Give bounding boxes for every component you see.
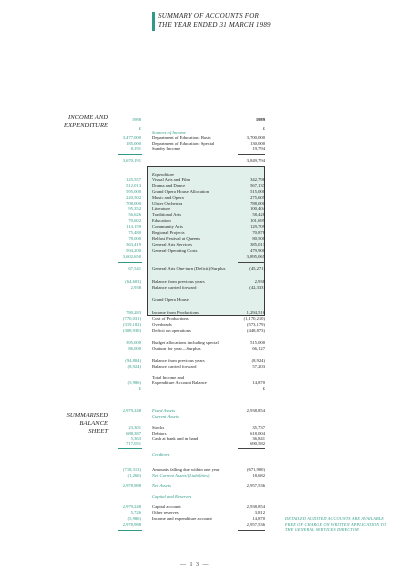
current-year-value: 788,000	[250, 201, 265, 206]
row-label: General Arts Services	[152, 242, 193, 247]
current-year-value: 2,938,854	[246, 504, 265, 509]
rule-current-assets-total-prior	[118, 448, 142, 449]
current-year-value: 36,841	[252, 436, 265, 441]
section-balance-line-2: BALANCE SHEET	[79, 420, 108, 435]
current-year-value: 2,957,536	[246, 522, 265, 527]
prior-year-value: (5,986)	[127, 380, 141, 385]
rule-reserves-total-prior	[118, 530, 142, 531]
row-label: Net Current Assets/(Liabilities)	[152, 473, 210, 478]
prior-year-value: £	[138, 386, 141, 391]
row-label: Balance from previous years	[152, 279, 205, 284]
prior-year-value: (770,031)	[123, 316, 141, 321]
row-label: Community Arts	[152, 224, 183, 229]
rule-income-total-prior	[118, 154, 142, 155]
section-balance-sheet	[60, 412, 108, 436]
row-label: Visual Arts and Film	[152, 177, 191, 182]
row-label: Education	[152, 218, 171, 223]
row-label: Capital account	[152, 504, 181, 509]
prior-year-value: 363,419	[126, 242, 141, 247]
row-label: Amounts falling due within one year	[152, 467, 220, 472]
row-label: General Operating Costs	[152, 248, 198, 253]
row-label: Music and Opera	[152, 195, 184, 200]
current-year-value: £	[262, 386, 265, 391]
row-label: Debtors	[152, 431, 167, 436]
prior-year-value: 185,000	[126, 141, 141, 146]
prior-year-value: 595,000	[126, 189, 141, 194]
rule-income-total-current	[238, 154, 265, 155]
current-year-value: 2,938,854	[246, 408, 265, 413]
prior-year-value: 78,000	[128, 236, 141, 241]
prior-year-value: (718,313)	[123, 467, 141, 472]
page-title	[158, 12, 271, 29]
current-year-value: (42,333)	[249, 285, 265, 290]
row-label: Regional Projects	[152, 230, 185, 235]
current-year-value: 14,870	[252, 380, 265, 385]
rule-expenditure-total-current	[238, 262, 265, 263]
current-year-value: 515,000	[250, 189, 265, 194]
prior-year-value: 86,000	[128, 346, 141, 351]
row-label: Department of Education: Basic	[152, 135, 212, 140]
row-label: Fixed Assets	[152, 408, 176, 413]
row-label: Traditional Arts	[152, 212, 182, 217]
current-year-value: 70,878	[252, 230, 265, 235]
current-year-value: 3,895,065	[246, 254, 265, 259]
current-year-value: 342,798	[250, 177, 265, 182]
prior-year-value: 95,352	[128, 206, 141, 211]
current-year-value: 2,957,536	[246, 483, 265, 488]
prior-year-value: 220,502	[126, 195, 141, 200]
prior-year-value: (319,182)	[123, 322, 141, 327]
row-label: Overheads	[152, 322, 172, 327]
current-year-value: 129,709	[250, 224, 265, 229]
prior-year-value: 1988	[131, 117, 141, 122]
section-income-line-1: INCOME AND	[68, 114, 108, 121]
row-label: Stocks	[152, 425, 165, 430]
row-label: Expenditure	[152, 172, 175, 177]
row-label: General Arts One-turn (Deficit)/Surplus	[152, 266, 226, 271]
prior-year-value: (1,260)	[127, 473, 141, 478]
prior-year-value: (308,930)	[123, 328, 141, 333]
current-year-value: 618,004	[250, 431, 265, 436]
rule-current-assets-total-current	[238, 448, 265, 449]
prior-year-value: 125,557	[126, 177, 141, 182]
prior-year-value: 2,938	[130, 285, 141, 290]
current-year-value: 130,000	[250, 141, 265, 146]
prior-year-value: 2,979,248	[122, 408, 141, 413]
current-year-value: 19,794	[252, 146, 265, 151]
row-label: Total Income and	[152, 375, 185, 380]
row-label: Balance carried forward	[152, 364, 197, 369]
current-year-value: (45,271)	[249, 266, 265, 271]
row-label: Literature	[152, 206, 171, 211]
prior-year-value: 5,726	[130, 510, 141, 515]
current-year-value: £	[262, 126, 265, 131]
current-year-value: 66,127	[252, 346, 265, 351]
current-year-value: (573,179)	[247, 322, 265, 327]
current-year-value: 100,404	[250, 206, 265, 211]
row-label: Current Assets	[152, 414, 179, 419]
current-year-value: 3,700,000	[246, 135, 265, 140]
rule-reserves-total-current	[238, 530, 265, 531]
prior-year-value: 3,602,650	[122, 254, 141, 259]
row-label: Belfast Festival at Queens	[152, 236, 201, 241]
row-label: Grand Opera House	[152, 297, 189, 302]
prior-year-value: (64,603)	[125, 279, 141, 284]
current-year-value: (1,170,210)	[243, 316, 265, 321]
current-year-value: 1989	[255, 117, 265, 122]
current-year-value: 567,137	[250, 183, 265, 188]
row-label: Budget allocations including special	[152, 340, 219, 345]
row-label: Net Assets	[152, 483, 171, 488]
title-accent-bar	[152, 12, 155, 31]
prior-year-value: 8,191	[130, 146, 141, 151]
row-label: Creditors	[152, 452, 170, 457]
prior-year-value: 23,301	[128, 425, 141, 430]
current-year-value: 35,737	[252, 425, 265, 430]
current-year-value: 479,900	[250, 248, 265, 253]
prior-year-value: 114,159	[126, 224, 141, 229]
row-label: Other reserves	[152, 510, 179, 515]
current-year-value: 14,870	[252, 516, 265, 521]
current-year-value: 80,500	[252, 236, 265, 241]
prior-year-value: 3,477,000	[122, 135, 141, 140]
row-label: Income from Productions	[152, 310, 199, 315]
section-income-line-2: EXPENDITURE	[64, 122, 108, 129]
row-label: Cost of Productions	[152, 316, 189, 321]
prior-year-value: (5,986)	[127, 516, 141, 521]
prior-year-value: 717,051	[126, 441, 141, 446]
prior-year-value: 3,670,191	[122, 158, 141, 163]
prior-year-value: 56,626	[128, 212, 141, 217]
prior-year-value: 70,602	[128, 218, 141, 223]
prior-year-value: 2,979,248	[122, 504, 141, 509]
row-label: Expenditure Account Balance	[152, 380, 207, 385]
current-year-value: 1,294,516	[246, 310, 265, 315]
prior-year-value: 2,978,988	[122, 522, 141, 527]
row-label: Ulster Orchestra	[152, 201, 183, 206]
section-income-expenditure	[60, 114, 108, 130]
row-label: Balance carried forward	[152, 285, 197, 290]
current-year-value: 3,812	[254, 510, 265, 515]
prior-year-value: (94,884)	[125, 358, 141, 363]
row-label: Grand Opera House Allocation	[152, 189, 210, 194]
rule-expenditure-total-prior	[118, 262, 142, 263]
current-year-value: 515,000	[250, 340, 265, 345]
prior-year-value: (8,924)	[127, 364, 141, 369]
title-line-1: SUMMARY OF ACCOUNTS FOR	[158, 12, 259, 20]
footnote: DETAILED AUDITED ACCOUNTS ARE AVAILABLE FREE OF CHARGE ON WRITTEN APPLICATION TO THE GENERAL SERVICES DIRECTOR	[285, 516, 387, 532]
title-line-2: THE YEAR ENDED 31 MARCH 1989	[158, 20, 271, 29]
section-balance-line-1: SUMMARISED	[66, 412, 108, 419]
row-label: Cash at bank and in hand	[152, 436, 199, 441]
prior-year-value: 75,480	[128, 230, 141, 235]
current-year-value: 57,203	[252, 364, 265, 369]
current-year-value: 690,582	[250, 441, 265, 446]
current-year-value: 385,013	[250, 242, 265, 247]
current-year-value: 2,938	[254, 279, 265, 284]
prior-year-value: 5,363	[130, 436, 141, 441]
current-year-value: 101,695	[250, 218, 265, 223]
row-label: Sundry Income	[152, 146, 181, 151]
current-year-value: (448,873)	[247, 328, 265, 333]
prior-year-value: 594,200	[126, 248, 141, 253]
row-label: Income and expenditure account	[152, 516, 212, 521]
row-label: Deficit on operations	[152, 328, 191, 333]
prior-year-value: 512,013	[126, 183, 141, 188]
current-year-value: (8,924)	[251, 358, 265, 363]
row-label: Balance from previous years	[152, 358, 205, 363]
current-year-value: 275,605	[250, 195, 265, 200]
row-label: Department of Education: Special	[152, 141, 215, 146]
prior-year-value: 708,000	[126, 201, 141, 206]
prior-year-value: £	[138, 126, 141, 131]
page-number: — 1 3 —	[180, 562, 210, 568]
current-year-value: 58,428	[252, 212, 265, 217]
prior-year-value: 395,000	[126, 340, 141, 345]
row-label: Sources of Income	[152, 130, 186, 135]
current-year-value: (671,900)	[247, 467, 265, 472]
row-label: Outturn for year—Surplus	[152, 346, 201, 351]
row-label: Capital and Reserves	[152, 494, 192, 499]
prior-year-value: 2,978,988	[122, 483, 141, 488]
current-year-value: 18,682	[252, 473, 265, 478]
row-label: Drama and Dance	[152, 183, 186, 188]
prior-year-value: 688,387	[126, 431, 141, 436]
current-year-value: 3,849,794	[246, 158, 265, 163]
prior-year-value: 67,541	[128, 266, 141, 271]
prior-year-value: 780,283	[126, 310, 141, 315]
